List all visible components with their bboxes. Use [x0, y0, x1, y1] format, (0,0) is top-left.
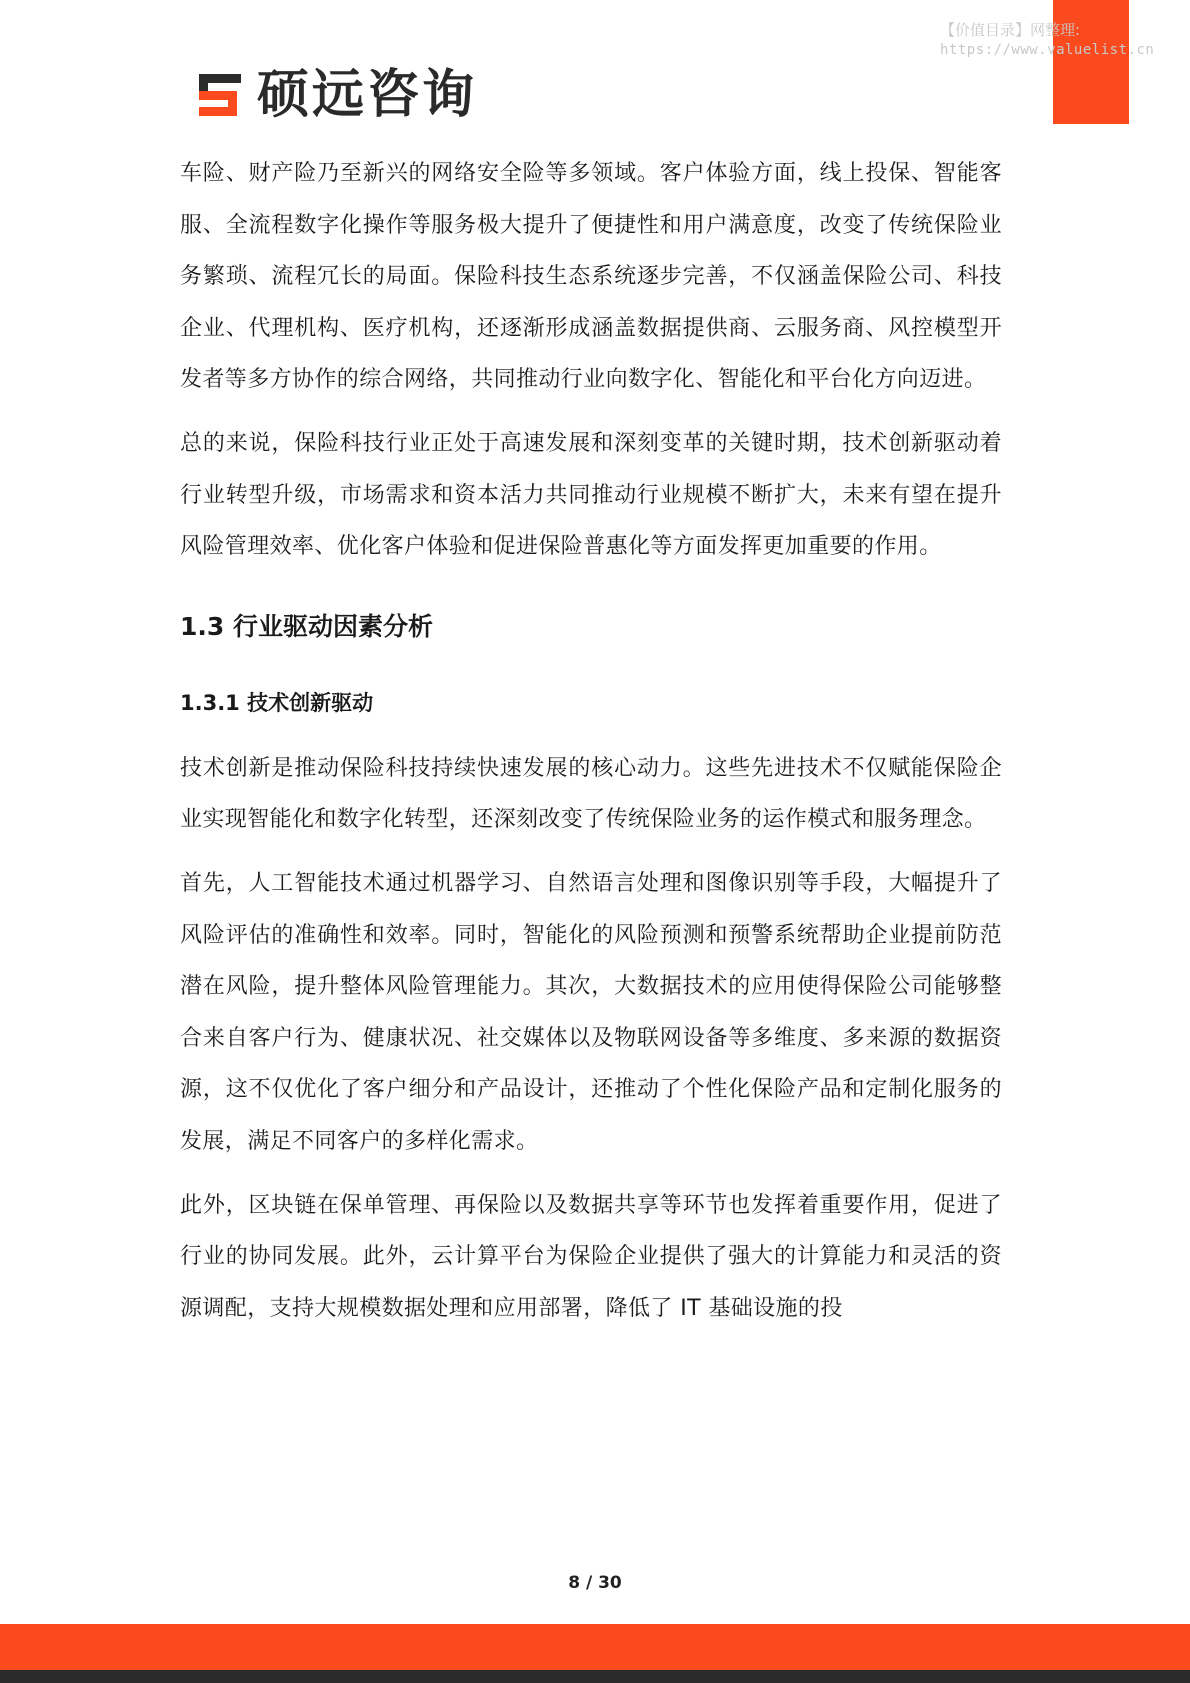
subsection-heading: 1.3.1 技术创新驱动	[180, 690, 374, 715]
page-number: 8 / 30	[568, 1573, 622, 1593]
corner-accent-block	[1053, 0, 1129, 124]
shuoyuan-logo-mark-icon	[193, 68, 247, 122]
watermark-url: https://www.valuelist.cn	[940, 42, 1155, 58]
paragraph: 首先，人工智能技术通过机器学习、自然语言处理和图像识别等手段，大幅提升了风险评估的准确性和效率。同时，智能化的风险预测和预警系统帮助企业提前防范潜在风险，提升整体风险管理能力。其次，大数据技术的应用使得保险公司能够整合来自客户行为、健康状况、社交媒体以及物联网设备等多维度、多来源的数据资源，这不仅优化了客户细分和产品设计，还推动了个性化保险产品和定制化服务的发展，满足不同客户的多样化需求。	[180, 870, 1002, 1154]
footer-dark-strip	[0, 1670, 1190, 1683]
brand-logo	[193, 66, 477, 124]
watermark	[940, 20, 1190, 60]
paragraph: 技术创新是推动保险科技持续快速发展的核心动力。这些先进技术不仅赋能保险企业实现智能化和数字化转型，还深刻改变了传统保险业务的运作模式和服务理念。	[180, 755, 1002, 833]
document-body	[180, 148, 1002, 1346]
section-heading: 1.3 行业驱动因素分析	[180, 611, 433, 641]
footer-accent-bar	[0, 1624, 1190, 1670]
paragraph: 总的来说，保险科技行业正处于高速发展和深刻变革的关键时期，技术创新驱动着行业转型升级，市场需求和资本活力共同推动行业规模不断扩大，未来有望在提升风险管理效率、优化客户体验和促进保险普惠化等方面发挥更加重要的作用。	[180, 430, 1002, 560]
paragraph: 车险、财产险乃至新兴的网络安全险等多领域。客户体验方面，线上投保、智能客服、全流程数字化操作等服务极大提升了便捷性和用户满意度，改变了传统保险业务繁琐、流程冗长的局面。保险科技生态系统逐步完善，不仅涵盖保险公司、科技企业、代理机构、医疗机构，还逐渐形成涵盖数据提供商、云服务商、风控模型开发者等多方协作的综合网络，共同推动行业向数字化、智能化和平台化方向迈进。	[180, 161, 1002, 393]
paragraph: 此外，区块链在保单管理、再保险以及数据共享等环节也发挥着重要作用，促进了行业的协同发展。此外，云计算平台为保险企业提供了强大的计算能力和灵活的资源调配，支持大规模数据处理和应用部署，降低了 IT 基础设施的投	[180, 1192, 1002, 1321]
watermark-title: 【价值目录】网整理:	[940, 21, 1081, 39]
brand-name: 硕远咨询	[257, 65, 478, 125]
